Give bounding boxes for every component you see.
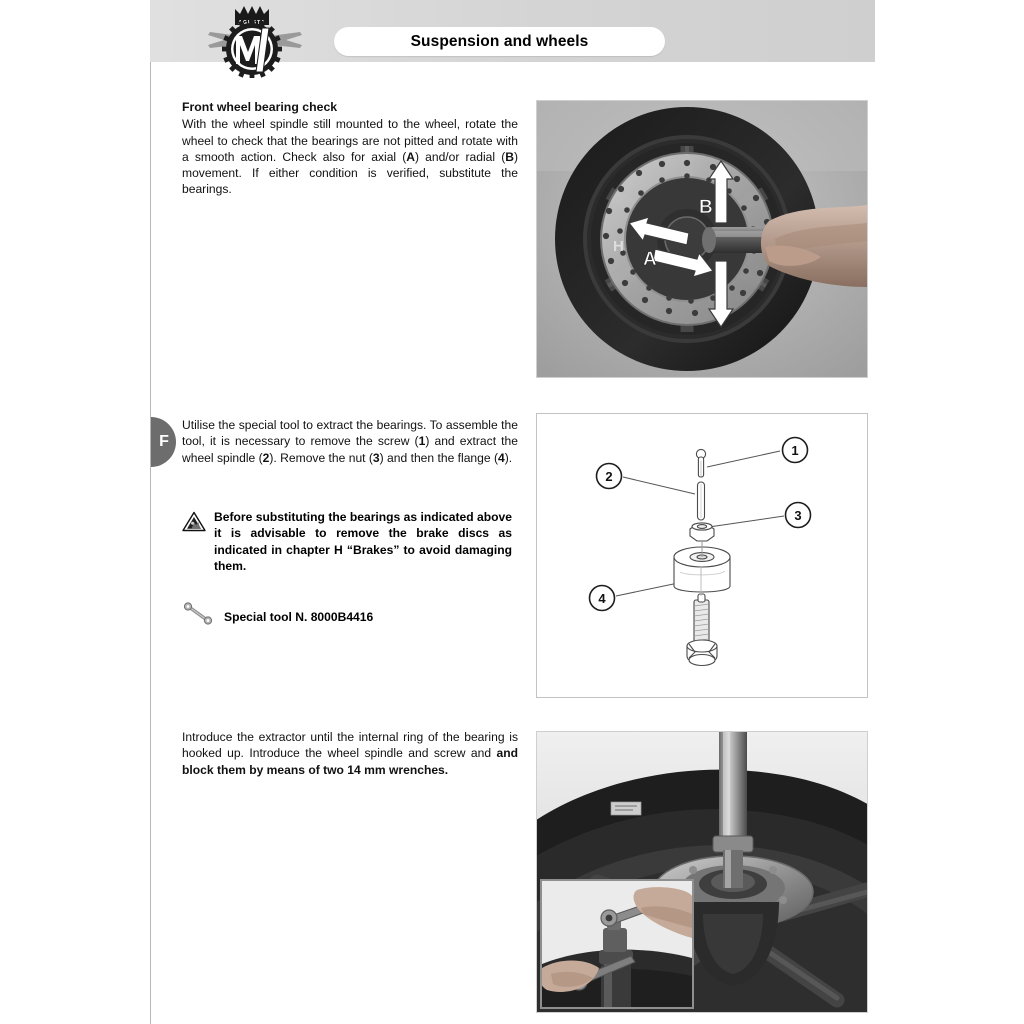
callout-bubble-4 <box>590 586 615 611</box>
section-heading: Front wheel bearing check <box>182 100 338 114</box>
body-text-part-1: With the wheel spindle still mounted to the wheel, rotate the wheel to check that the bearings are not pitted and rotate with a smooth action. Check also for axial ( <box>182 117 518 164</box>
chapter-tab-letter: F <box>159 433 169 450</box>
svg-text:H: H <box>613 238 624 255</box>
section-body <box>182 729 518 778</box>
figure-label-a: A <box>643 249 657 270</box>
svg-text:3: 3 <box>794 508 802 523</box>
body-text-part-4: ) and then the flange ( <box>379 450 498 465</box>
body-text-part-5: ). <box>504 450 513 465</box>
wrench-tool-icon <box>182 601 216 632</box>
section-body <box>182 417 518 466</box>
callout-bubble-1 <box>783 438 808 463</box>
section-extract-bearings <box>182 417 518 466</box>
extractor-installation-photo <box>536 731 868 1013</box>
special-tool-note <box>182 601 518 632</box>
section-front-wheel-bearing-check <box>182 99 518 198</box>
callout-bubble-3 <box>786 503 811 528</box>
inset-photo <box>539 880 693 1008</box>
special-tool-exploded-diagram <box>536 413 868 698</box>
body-text-part-3: ) movement. If either condition is verified, substitute the bearings. <box>182 149 518 197</box>
callout-ref-4: 4 <box>498 450 505 465</box>
section-body <box>182 116 518 197</box>
special-tool-label: Special tool N. 8000B4416 <box>224 609 374 624</box>
ref-label-a: A <box>406 149 415 164</box>
front-wheel-bearing-check-photo <box>536 100 868 378</box>
figure-label-b: B <box>699 197 713 218</box>
body-text-part-2: ) and/or radial ( <box>414 149 506 164</box>
svg-text:1: 1 <box>791 443 799 458</box>
callout-bubble-2 <box>597 464 622 489</box>
ref-label-b: B <box>505 149 514 164</box>
body-text-part-1: Utilise the special tool to extract the bearings. To assemble the tool, it is necessary to remove the screw ( <box>182 418 518 449</box>
section-introduce-extractor <box>182 729 518 778</box>
body-text-part-2: ) and extract the wheel spindle ( <box>182 434 518 465</box>
page-title: Suspension and wheels <box>410 32 589 50</box>
svg-text:2: 2 <box>605 469 613 484</box>
callout-ref-2: 2 <box>262 450 270 465</box>
svg-text:4: 4 <box>598 591 606 606</box>
callout-ref-3: 3 <box>372 450 380 465</box>
mv-agusta-logo <box>206 2 304 78</box>
callout-ref-1: 1 <box>418 434 426 449</box>
warning-triangle-icon <box>182 511 206 537</box>
body-text-bold-part: and block them by means of two 14 mm wrenches. <box>182 746 518 777</box>
body-text-part-1: Introduce the extractor until the internal ring of the bearing is hooked up. Introduce the wheel spindle and screw and <box>182 730 518 761</box>
chapter-tab-f <box>151 417 176 467</box>
body-text-part-3: ). Remove the nut ( <box>269 450 373 465</box>
warning-text: Before substituting the bearings as indicated above it is advisable to remove the brake discs as indicated in chapter H “Brakes” to avoid damaging them. <box>214 510 512 573</box>
page-left-rule <box>150 62 151 1024</box>
page-title-pill <box>334 27 665 56</box>
warning-note <box>182 509 518 574</box>
